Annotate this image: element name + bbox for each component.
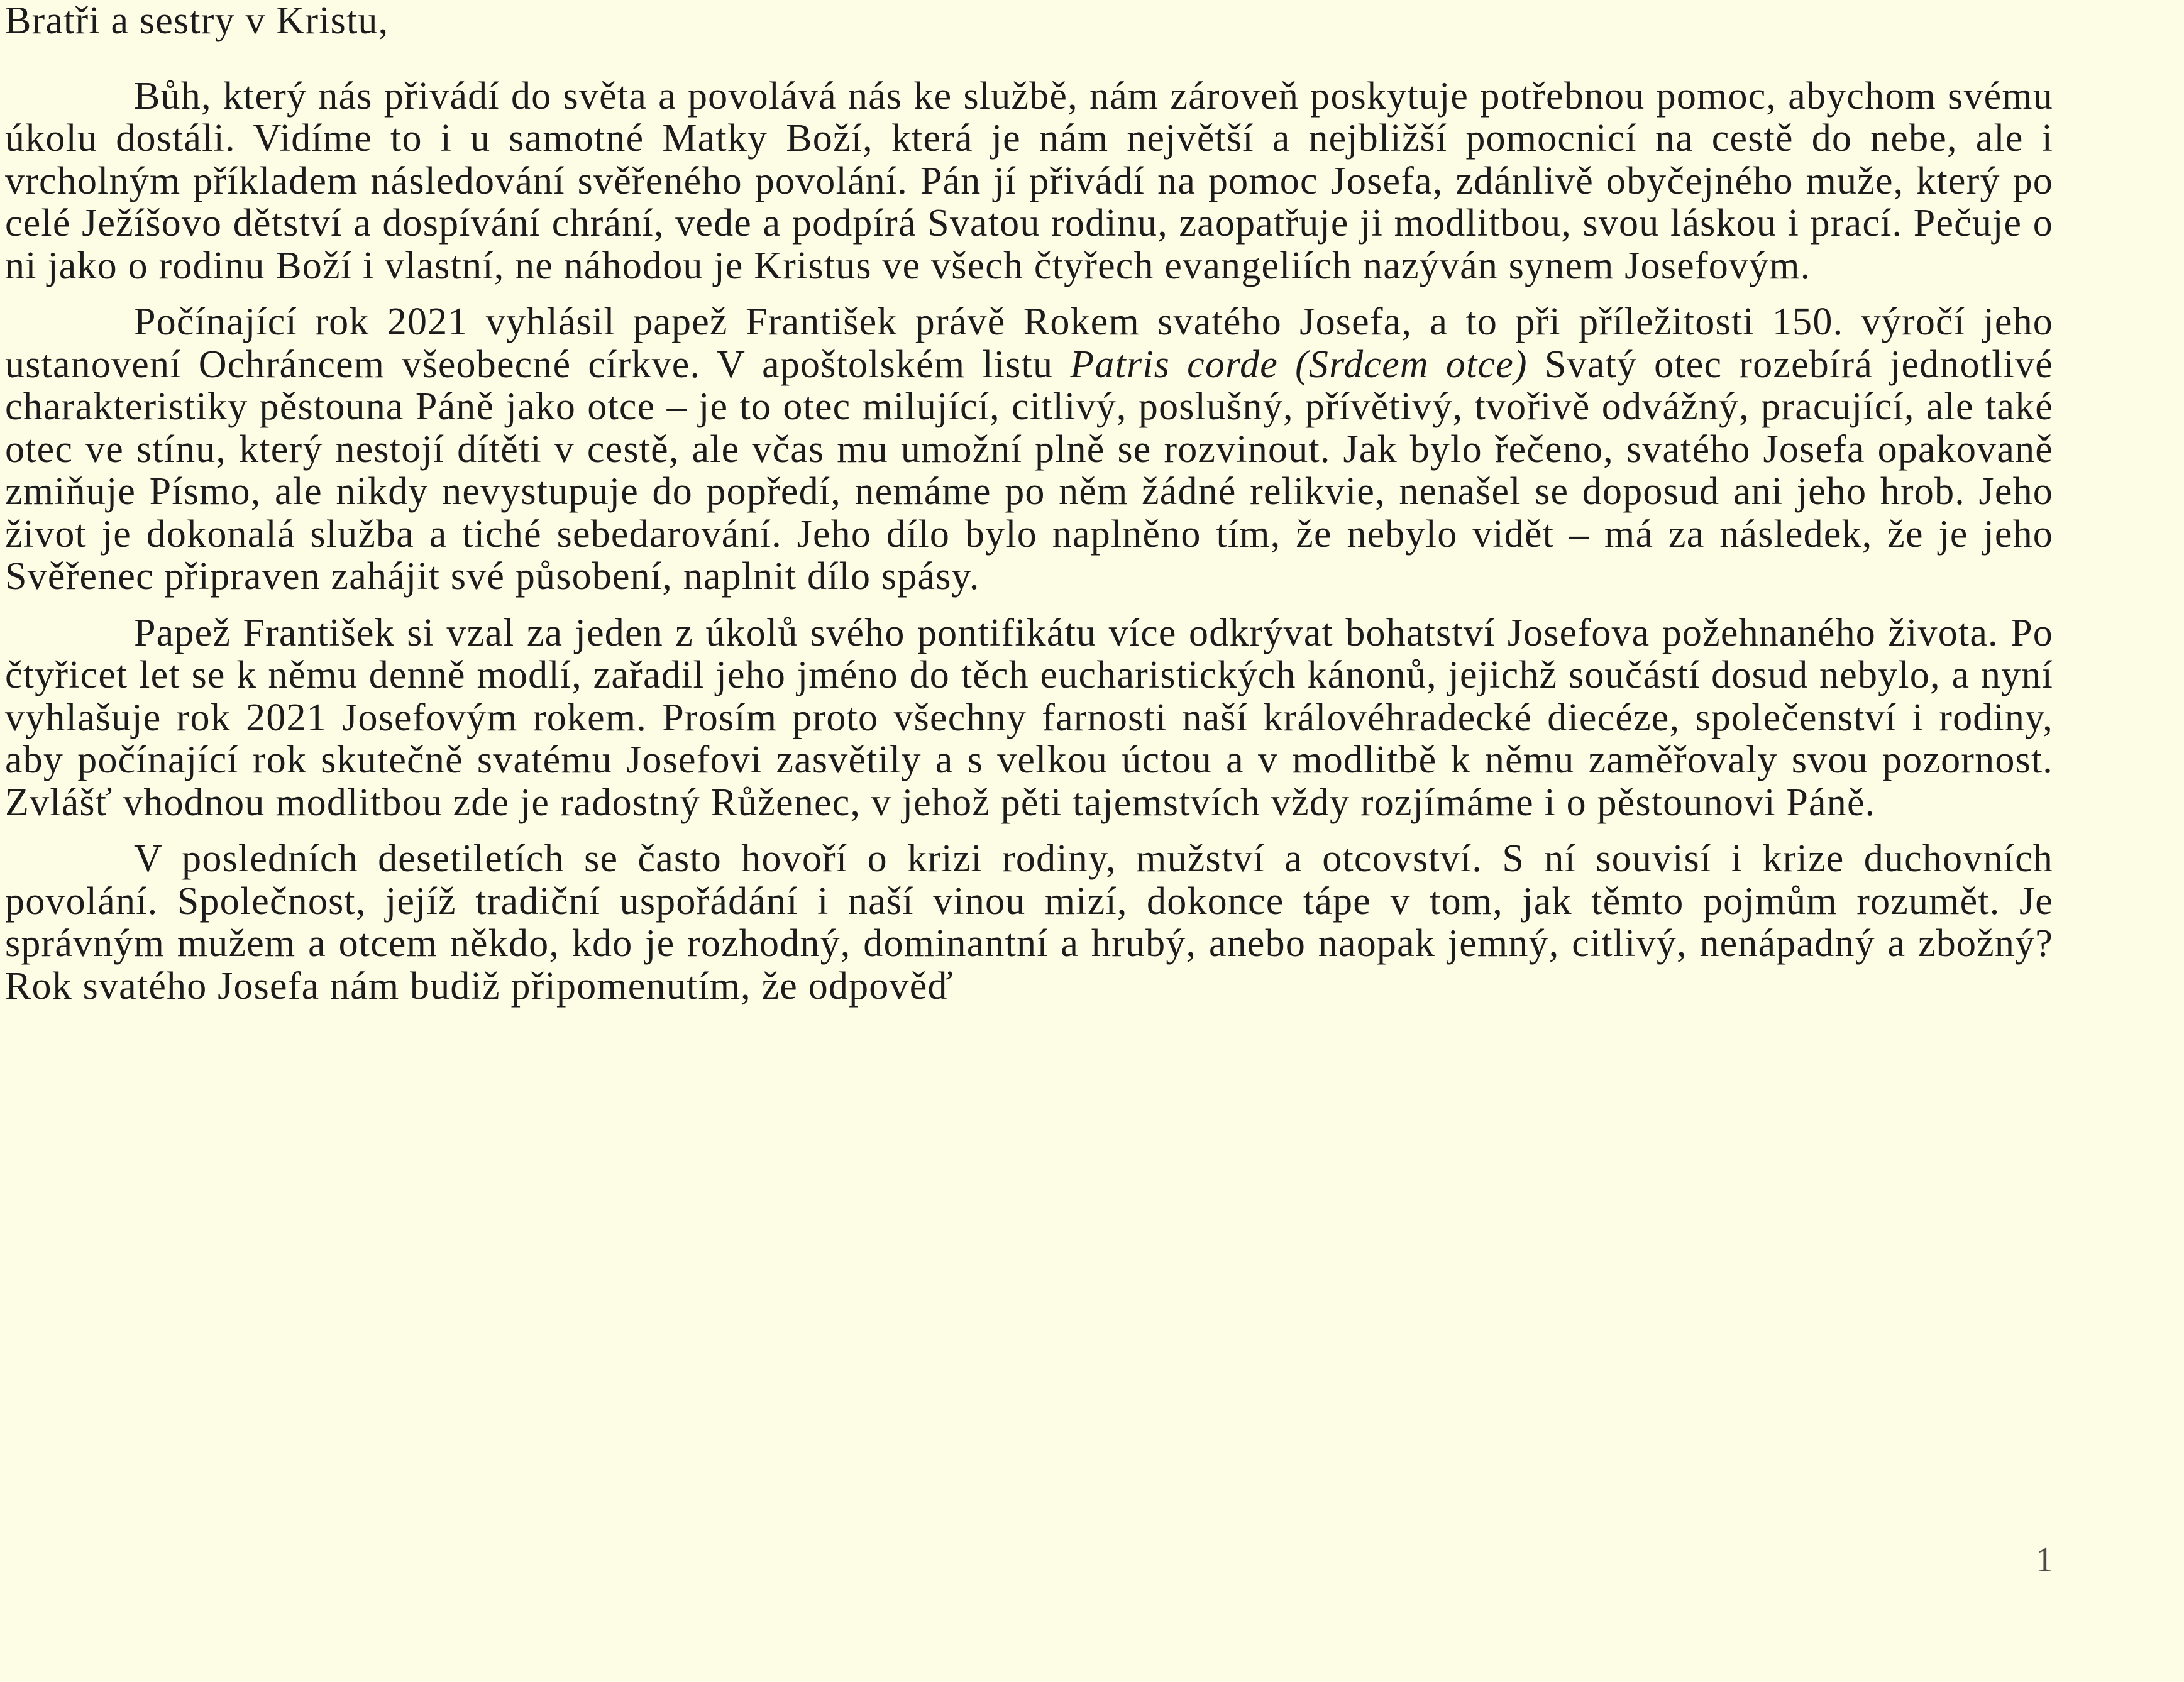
- paragraph-2-text-start: Počínající rok 2021 vyhlásil papež František právě Rokem svatého Josefa, a to při příležitosti 150. výročí jeho ustanovení Ochráncem všeobecné církve. V apoštolském listu: [5, 300, 2053, 386]
- paragraph-2: [5, 301, 2053, 598]
- paragraph-3: Papež František si vzal za jeden z úkolů svého pontifikátu více odkrývat bohatství Josefova požehnaného života. Po čtyřicet let se k němu denně modlí, zařadil jeho jméno do těch eucharistických kánonů, jejichž součástí dosud nebylo, a nyní vyhlašuje rok 2021 Josefovým rokem. Prosím proto všechny farnosti naší královéhradecké diecéze, společenství i rodiny, aby počínající rok skutečně svatému Josefovi zasvětily a s velkou úctou a v modlitbě k němu zaměřovaly svou pozornost. Zvlášť vhodnou modlitbou zde je radostný Růženec, v jehož pěti tajemstvích vždy rozjímáme i o pěstounovi Páně.: [5, 611, 2053, 824]
- paragraph-1: Bůh, který nás přivádí do světa a povolává nás ke službě, nám zároveň poskytuje potřebnou pomoc, abychom svému úkolu dostáli. Vidíme to i u samotné Matky Boží, která je nám největší a nejbližší pomocnicí na cestě do nebe, ale i vrcholným příkladem následování svěřeného povolání. Pán jí přivádí na pomoc Josefa, zdánlivě obyčejného muže, který po celé Ježíšovo dětství a dospívání chrání, vede a podpírá Svatou rodinu, zaopatřuje ji modlitbou, svou láskou i prací. Pečuje o ni jako o rodinu Boží i vlastní, ne náhodou je Kristus ve všech čtyřech evangeliích nazýván synem Josefovým.: [5, 74, 2053, 287]
- paragraph-4: V posledních desetiletích se často hovoří o krizi rodiny, mužství a otcovství. S ní souvisí i krize duchovních povolání. Společnost, jejíž tradiční uspořádání i naší vinou mizí, dokonce tápe v tom, jak těmto pojmům rozumět. Je správným mužem a otcem někdo, kdo je rozhodný, dominantní a hrubý, anebo naopak jemný, citlivý, nenápadný a zbožný? Rok svatého Josefa nám budiž připomenutím, že odpověď: [5, 837, 2053, 1008]
- page-number: 1: [2036, 1541, 2053, 1580]
- salutation: Bratři a sestry v Kristu,: [5, 0, 389, 42]
- encyclical-title: Patris corde (Srdcem otce): [1070, 343, 1528, 386]
- letter-body: [5, 0, 2053, 1008]
- paragraph-2-text-end: Svatý otec rozebírá jednotlivé charakteristiky pěstouna Páně jako otce – je to otec milující, citlivý, poslušný, přívětivý, tvořivě odvážný, pracující, ale také otec ve stínu, který nestojí dítěti v cestě, ale včas mu umožní plně se rozvinout. Jak bylo řečeno, svatého Josefa opakovaně zmiňuje Písmo, ale nikdy nevystupuje do popředí, nemáme po něm žádné relikvie, nenašel se doposud ani jeho hrob. Jeho život je dokonalá služba a tiché sebedarování. Jeho dílo bylo naplněno tím, že nebylo vidět – má za následek, že je jeho Svěřenec připraven zahájit své působení, naplnit dílo spásy.: [5, 343, 2054, 598]
